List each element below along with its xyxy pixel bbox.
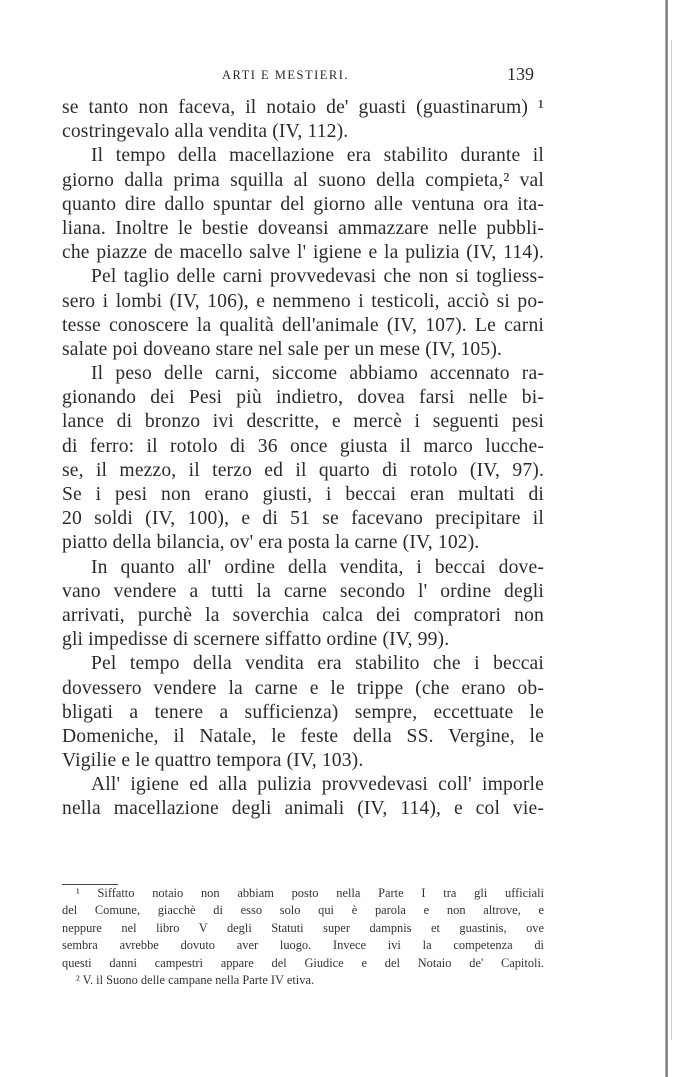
text-line: sero i lombi (IV, 106), e nemmeno i testicoli, acciò si po- <box>62 290 544 312</box>
running-head: ARTI E MESTIERI. <box>222 68 350 82</box>
page-binding-edge <box>665 0 668 1077</box>
footnote-line: del Comune, giacchè di esso solo qui è parola e non altrove, e <box>62 903 544 918</box>
text-line: di ferro: il rotolo di 36 once giusta il marco lucche- <box>62 435 544 457</box>
footnotes <box>62 885 544 989</box>
footnote-line: neppure nel libro V degli Statuti super dampnis et guastinis, ove <box>62 920 544 935</box>
body-text <box>62 96 544 822</box>
text-line: giorno dalla prima squilla al suono della compieta,² val <box>62 169 544 191</box>
text-line: tesse conoscere la qualità dell'animale (IV, 107). Le carni <box>62 314 544 336</box>
text-line: All' igiene ed alla pulizia provvedevasi coll' imporle <box>91 774 544 796</box>
footnote-line: ² V. il Suono delle campane nella Parte IV etiva. <box>76 972 315 987</box>
text-line: bligati a tenere a sufficienza) sempre, eccettuate le <box>62 701 544 723</box>
text-line: Domeniche, il Natale, le feste della SS. Vergine, le <box>62 725 544 747</box>
text-line: Vigilie e le quattro tempora (IV, 103). <box>62 750 364 772</box>
text-line: gionando dei Pesi più indietro, dovea farsi nelle bi- <box>62 387 544 409</box>
text-line: vano vendere a tutti la carne secondo l' ordine degli <box>62 580 544 602</box>
text-line: che piazze de macello salve l' igiene e la pulizia (IV, 114). <box>62 242 544 264</box>
text-line: arrivati, purchè la soverchia calca dei compratori non <box>62 604 544 626</box>
text-line: lance di bronzo ivi descritte, e mercè i seguenti pesi <box>62 411 544 433</box>
text-line: 20 soldi (IV, 100), e di 51 se facevano precipitare il <box>62 508 544 530</box>
footnote-line: questi danni campestri appare del Giudice e del Notaio de' Capitoli. <box>62 955 544 970</box>
footnote-line: ¹ Siffatto notaio non abbiam posto nella Parte I tra gli ufficiali <box>76 886 544 900</box>
text-line: piatto della bilancia, ov' era posta la carne (IV, 102). <box>62 532 480 554</box>
text-line: In quanto all' ordine della vendita, i beccai dove- <box>91 556 544 578</box>
text-line: Il tempo della macellazione era stabilito durante il <box>91 145 544 167</box>
page-edge-shadow <box>671 40 672 1040</box>
text-line: liana. Inoltre le bestie doveansi ammazzare nelle pubbli- <box>62 217 544 239</box>
text-line: nella macellazione degli animali (IV, 114), e col vie- <box>62 798 544 820</box>
text-line: dovessero vendere la carne e le trippe (che erano ob- <box>62 677 544 699</box>
text-line: se tanto non faceva, il notaio de' guasti (guastinarum) ¹ <box>62 97 544 118</box>
text-line: quanto dire dallo spuntar del giorno alle ventuna ora ita- <box>62 193 544 215</box>
page-number: 139 <box>507 64 534 84</box>
text-line: gli impedisse di scernere siffatto ordine (IV, 99). <box>62 629 450 651</box>
footnote-line: sembra avrebbe dovuto aver luogo. Invece ivi la competenza di <box>62 938 544 953</box>
text-line: se, il mezzo, il terzo ed il quarto di rotolo (IV, 97). <box>62 459 544 481</box>
text-line: salate poi doveano stare nel sale per un mese (IV, 105). <box>62 338 503 360</box>
text-line: costringevalo alla vendita (IV, 112). <box>62 121 349 143</box>
text-line: Se i pesi non erano giusti, i beccai eran multati di <box>62 484 544 505</box>
text-line: Pel tempo della vendita era stabilito che i beccai <box>91 653 544 675</box>
text-line: Il peso delle carni, siccome abbiamo accennato ra- <box>91 363 544 385</box>
page-header <box>0 64 700 88</box>
text-line: Pel taglio delle carni provvedevasi che non si togliess- <box>91 266 544 288</box>
